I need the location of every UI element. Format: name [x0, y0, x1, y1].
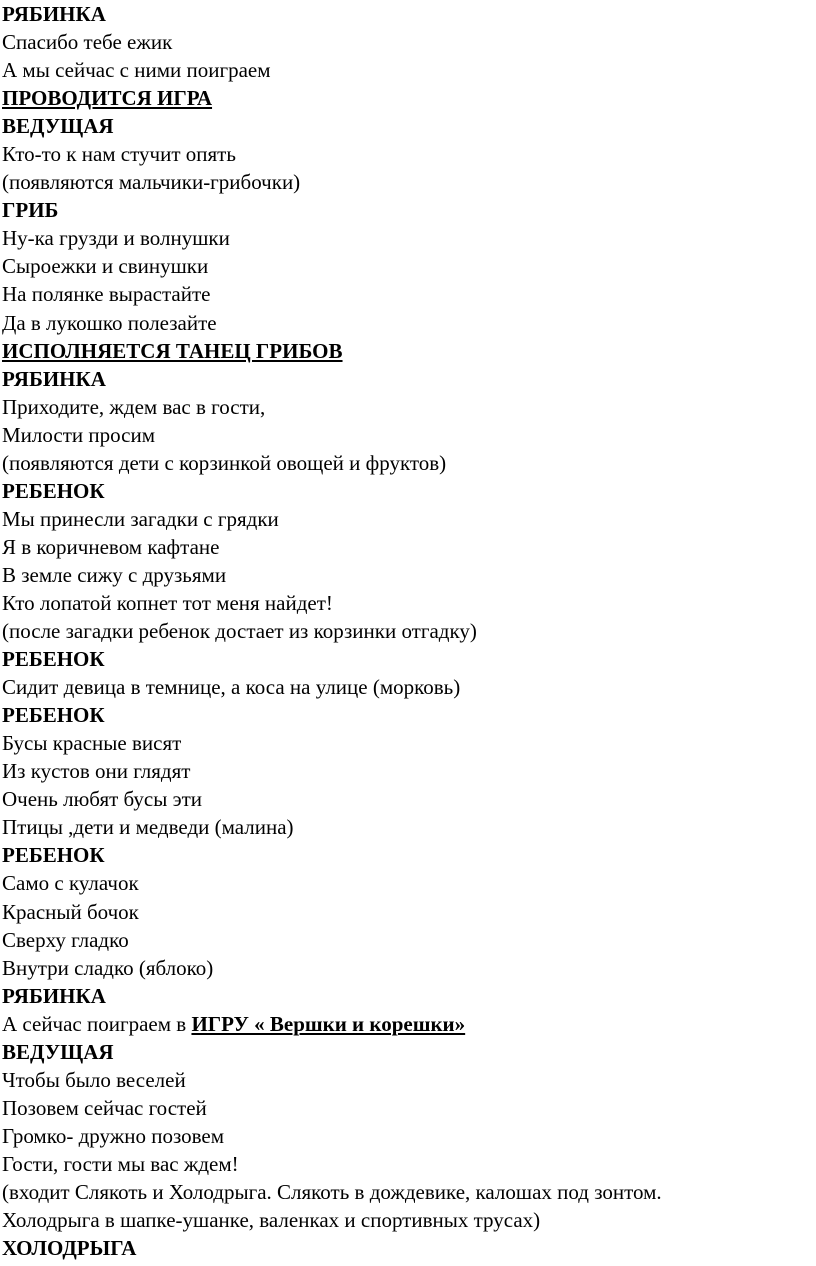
text-line: [2, 224, 812, 252]
text-segment: Сыроежки и свинушки: [2, 254, 209, 279]
text-segment: Само с кулачок: [2, 871, 139, 896]
speaker-name: РЯБИНКА: [2, 2, 106, 26]
text-segment: Ну-ка грузди и волнушки: [2, 226, 230, 251]
text-segment: (входит Слякоть и Холодрыга. Слякоть в дождевике, калошах под зонтом.: [2, 1179, 662, 1204]
text-segment: Приходите, ждем вас в гости,: [2, 394, 266, 419]
text-line: [2, 1178, 812, 1206]
text-line: [2, 589, 812, 617]
text-segment: Позовем сейчас гостей: [2, 1095, 207, 1120]
text-line: [2, 1122, 812, 1150]
text-line: [2, 1150, 812, 1178]
text-segment: Из кустов они глядят: [2, 759, 191, 784]
stage-direction-heading: ПРОВОДИТСЯ ИГРА: [2, 86, 213, 111]
text-segment: Кто лопатой копнет тот меня найдет!: [2, 590, 333, 615]
text-segment: (появляются дети с корзинкой овощей и фруктов): [2, 450, 447, 475]
text-segment: Мы принесли загадки с грядки: [2, 506, 279, 531]
text-line: [2, 841, 812, 869]
text-segment: Да в лукошко полезайте: [2, 310, 217, 335]
text-line: [2, 365, 812, 393]
text-segment: Чтобы было веселей: [2, 1067, 186, 1092]
text-segment: Бусы красные висят: [2, 731, 182, 756]
text-line: [2, 1038, 812, 1066]
text-segment: Птицы ,дети и медведи (малина): [2, 815, 294, 840]
text-line: [2, 533, 812, 561]
text-line: [2, 393, 812, 421]
speaker-name: РЯБИНКА: [2, 983, 106, 1008]
text-line: [2, 645, 812, 673]
speaker-name: ГРИБ: [2, 198, 59, 223]
speaker-name: ХОЛОДРЫГА: [2, 1236, 137, 1261]
text-line: [2, 28, 812, 56]
text-segment: На полянке вырастайте: [2, 282, 211, 307]
text-line: [2, 673, 812, 701]
text-line: [2, 785, 812, 813]
text-line: [2, 196, 812, 224]
text-line: [2, 869, 812, 897]
speaker-name: ВЕДУЩАЯ: [2, 114, 114, 139]
text-segment: Холодрыга в шапке-ушанке, валенках и спортивных трусах): [2, 1208, 541, 1233]
text-segment: (появляются мальчики-грибочки): [2, 170, 301, 195]
text-segment: А мы сейчас с ними поиграем: [2, 58, 271, 83]
text-line: [2, 337, 812, 365]
text-segment: Спасибо тебе ежик: [2, 30, 173, 55]
document-page: [2, 0, 812, 1262]
speaker-name: РЯБИНКА: [2, 366, 106, 391]
text-segment: Сидит девица в темнице, а коса на улице (морковь): [2, 675, 461, 700]
text-segment: Милости просим: [2, 422, 156, 447]
text-line: [2, 757, 812, 785]
text-segment: Кто-то к нам стучит опять: [2, 142, 236, 167]
text-line: [2, 84, 812, 112]
text-line: [2, 954, 812, 982]
text-line: [2, 56, 812, 84]
text-segment: А сейчас поиграем в: [2, 1011, 192, 1036]
text-line: [2, 701, 812, 729]
text-line: [2, 421, 812, 449]
text-line: [2, 926, 812, 954]
text-line: [2, 252, 812, 280]
text-line: [2, 168, 812, 196]
text-line: [2, 505, 812, 533]
speaker-name: РЕБЕНОК: [2, 647, 105, 672]
text-segment: Красный бочок: [2, 899, 139, 924]
text-line: [2, 561, 812, 589]
text-line: [2, 1234, 812, 1262]
text-line: [2, 0, 812, 28]
text-line: [2, 813, 812, 841]
stage-direction-heading: ИСПОЛНЯЕТСЯ ТАНЕЦ ГРИБОВ: [2, 338, 343, 363]
text-line: [2, 309, 812, 337]
text-line: [2, 898, 812, 926]
text-line: [2, 449, 812, 477]
text-line: [2, 617, 812, 645]
stage-direction-heading: ИГРУ « Вершки и корешки»: [191, 1011, 466, 1036]
text-segment: Гости, гости мы вас ждем!: [2, 1151, 239, 1176]
speaker-name: РЕБЕНОК: [2, 703, 105, 728]
text-segment: Внутри сладко (яблоко): [2, 955, 214, 980]
text-segment: Громко- дружно позовем: [2, 1123, 225, 1148]
text-line: [2, 112, 812, 140]
speaker-name: ВЕДУЩАЯ: [2, 1039, 114, 1064]
text-line: [2, 280, 812, 308]
text-line: [2, 982, 812, 1010]
text-line: [2, 140, 812, 168]
text-line: [2, 1010, 812, 1038]
speaker-name: РЕБЕНОК: [2, 478, 105, 503]
text-segment: (после загадки ребенок достает из корзинки отгадку): [2, 619, 477, 644]
text-segment: Я в коричневом кафтане: [2, 534, 220, 559]
text-segment: Очень любят бусы эти: [2, 787, 203, 812]
text-segment: В земле сижу с друзьями: [2, 562, 227, 587]
text-line: [2, 729, 812, 757]
text-line: [2, 477, 812, 505]
text-segment: Сверху гладко: [2, 927, 129, 952]
speaker-name: РЕБЕНОК: [2, 843, 105, 868]
text-line: [2, 1206, 812, 1234]
text-line: [2, 1066, 812, 1094]
text-line: [2, 1094, 812, 1122]
